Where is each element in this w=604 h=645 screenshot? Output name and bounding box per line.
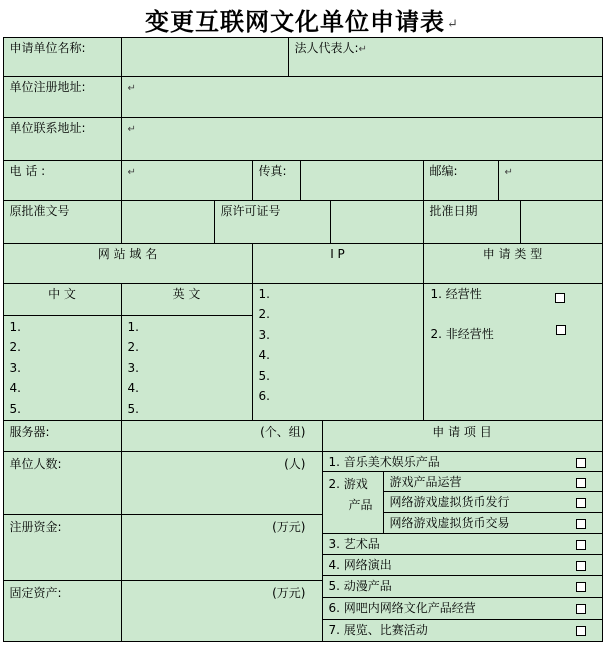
list-item: 5. [9, 401, 21, 416]
item-art[interactable] [322, 533, 603, 555]
phone-field[interactable] [121, 160, 253, 201]
list-item: 6. [258, 389, 270, 403]
item-performance[interactable] [322, 554, 603, 576]
reg-address-label: 单位注册地址: [3, 76, 122, 118]
fax-field[interactable] [300, 160, 424, 201]
fixed-assets-field[interactable] [121, 580, 323, 642]
list-item: 1. [258, 286, 270, 301]
apply-type-commercial-label: 1. 经营性 [430, 286, 482, 301]
apply-items-header: 申 请 项 目 [322, 420, 603, 452]
commercial-checkbox[interactable] [555, 293, 565, 303]
animation-checkbox[interactable] [576, 582, 586, 592]
form-title-text: 变更互联网文化单位申请表 [145, 6, 446, 36]
list-item: 5. [258, 368, 270, 383]
internet-cafe-checkbox[interactable] [576, 604, 586, 614]
item-exhibition[interactable] [322, 619, 603, 642]
item-performance-label: 4. 网络演出 [328, 557, 392, 572]
staff-field[interactable] [121, 451, 323, 515]
noncommercial-checkbox[interactable] [556, 325, 566, 335]
capital-field[interactable] [121, 514, 323, 581]
list-item: 5. [127, 401, 139, 416]
music-checkbox[interactable] [576, 458, 586, 468]
list-item: 1. [9, 319, 21, 334]
server-field[interactable] [121, 420, 323, 452]
list-item: 3. [258, 327, 270, 342]
ip-list[interactable] [252, 283, 424, 421]
list-item: 2. [127, 340, 139, 354]
list-item: 4. [258, 348, 270, 362]
orig-doc-field[interactable] [121, 200, 215, 244]
domain-header: 网 站 域 名 [3, 243, 253, 284]
orig-permit-field[interactable] [330, 200, 424, 244]
contact-address-label: 单位联系地址: [3, 117, 122, 161]
orig-doc-label: 原批准文号 [3, 200, 122, 244]
staff-unit: (人) [284, 456, 306, 471]
legal-rep-label: 法人代表人: [294, 40, 359, 55]
art-checkbox[interactable] [576, 540, 586, 550]
fixed-assets-label: 固定资产: [3, 580, 122, 642]
item-game-currency-trade-label: 网络游戏虚拟货币交易 [389, 515, 510, 530]
fax-label: 传真: [252, 160, 301, 201]
item-game-currency-issue[interactable] [383, 491, 603, 513]
domain-en-header: 英 文 [121, 283, 253, 316]
domain-cn-list[interactable] [3, 315, 122, 421]
server-label: 服务器: [3, 420, 122, 452]
apply-type-header: 申 请 类 型 [423, 243, 603, 284]
game-group-line1: 2. 游戏 [328, 476, 368, 491]
domain-cn-header: 中 文 [3, 283, 122, 316]
list-item: 4. [127, 381, 139, 395]
list-item: 4. [9, 381, 21, 395]
phone-label: 电 话 : [3, 160, 122, 201]
postcode-label: 邮编: [423, 160, 499, 201]
contact-address-field[interactable] [121, 117, 603, 161]
paragraph-mark-icon: ↵ [127, 82, 136, 94]
approval-date-field[interactable] [520, 200, 603, 244]
item-game-currency-issue-label: 网络游戏虚拟货币发行 [389, 494, 510, 509]
game-currency-trade-checkbox[interactable] [576, 519, 586, 529]
ip-header: I P [252, 243, 424, 284]
capital-label: 注册资金: [3, 514, 122, 581]
unit-name-label: 申请单位名称: [3, 37, 122, 77]
reg-address-field[interactable] [121, 76, 603, 118]
list-item: 2. [9, 340, 21, 354]
game-group-line2: 产品 [348, 497, 373, 512]
staff-label: 单位人数: [3, 451, 122, 515]
unit-name-field[interactable] [121, 37, 289, 77]
list-item: 3. [127, 360, 139, 375]
form-title [0, 0, 604, 38]
item-animation-label: 5. 动漫产品 [328, 578, 392, 593]
legal-rep-field[interactable] [288, 37, 603, 77]
performance-checkbox[interactable] [576, 561, 586, 571]
paragraph-mark-icon: ↵ [358, 43, 367, 55]
item-game-ops[interactable] [383, 471, 603, 492]
game-group-label [322, 471, 384, 534]
apply-type-box [423, 283, 603, 421]
paragraph-mark-icon: ↵ [127, 166, 136, 178]
paragraph-mark-icon: ↵ [127, 123, 136, 135]
apply-type-noncommercial-label: 2. 非经营性 [430, 326, 494, 341]
game-ops-checkbox[interactable] [576, 478, 586, 488]
domain-en-list[interactable] [121, 315, 253, 421]
item-internet-cafe-label: 6. 网吧内网络文化产品经营 [328, 600, 476, 615]
paragraph-mark-icon: ↵ [504, 166, 513, 178]
list-item: 2. [258, 307, 270, 321]
list-item: 3. [9, 360, 21, 375]
orig-permit-label: 原许可证号 [214, 200, 331, 244]
item-music-label: 1. 音乐美术娱乐产品 [328, 454, 440, 469]
game-currency-issue-checkbox[interactable] [576, 498, 586, 508]
item-art-label: 3. 艺术品 [328, 536, 380, 551]
item-music[interactable] [322, 451, 603, 472]
application-form [3, 37, 602, 642]
item-internet-cafe[interactable] [322, 597, 603, 620]
postcode-field[interactable] [498, 160, 603, 201]
approval-date-label: 批准日期 [423, 200, 521, 244]
list-item: 1. [127, 319, 139, 334]
item-exhibition-label: 7. 展览、比赛活动 [328, 622, 428, 637]
item-animation[interactable] [322, 575, 603, 598]
server-unit: (个、组) [260, 424, 306, 439]
paragraph-mark-icon: ↵ [447, 17, 459, 32]
item-game-currency-trade[interactable] [383, 512, 603, 534]
capital-unit: (万元) [272, 519, 306, 534]
item-game-ops-label: 游戏产品运营 [389, 474, 462, 489]
fixed-assets-unit: (万元) [272, 585, 306, 600]
exhibition-checkbox[interactable] [576, 626, 586, 636]
